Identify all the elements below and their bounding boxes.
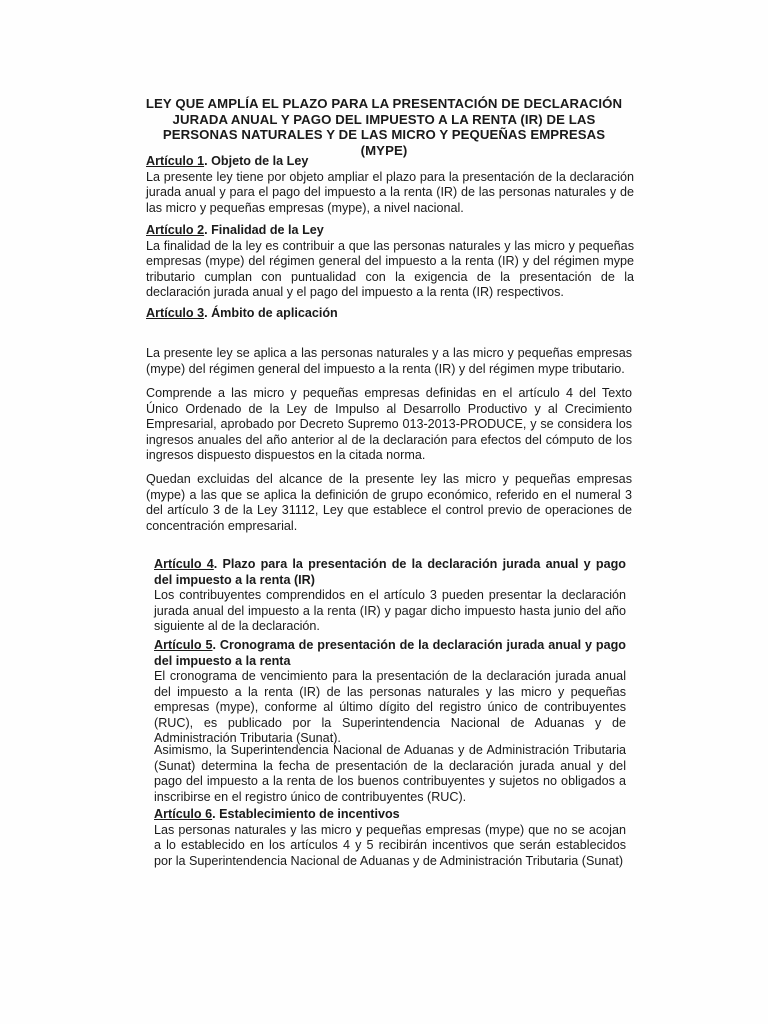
article-1-title: . Objeto de la Ley bbox=[204, 154, 309, 168]
article-3-paragraph-2: Comprende a las micro y pequeñas empresas definidas en el artículo 4 del Texto Único Ordenado de la Ley de Impulso al Desarrollo Productivo y al Crecimiento Empresarial, aprobado por Decreto Supremo 013-2013-PRODUCE, y se considera los ingresos anuales del año anterior al de la declaración para efectos del cómputo de los ingresos dispuesto dispuestos en la citada norma. bbox=[146, 386, 632, 462]
article-2-number: Artículo 2 bbox=[146, 223, 205, 237]
article-2-title: . Finalidad de la Ley bbox=[204, 223, 324, 237]
document-title: LEY QUE AMPLÍA EL PLAZO PARA LA PRESENTACIÓN DE DECLARACIÓN JURADA ANUAL Y PAGO DEL IMPUESTO A LA RENTA (IR) DE LAS PERSONAS NATURALES Y DE LAS MICRO Y PEQUEÑAS EMPRESAS (MYPE) bbox=[145, 96, 623, 158]
article-5-paragraph-1: El cronograma de vencimiento para la presentación de la declaración jurada anual del impuesto a la renta (IR) de las personas naturales y las micro y pequeñas empresas (mype), conforme al último dígito del registro único de contribuyentes (RUC), es publicado por la Superintendencia Nacional de Aduanas y de Administración Tributaria (Sunat). bbox=[154, 669, 626, 745]
article-4-title: . Plazo para la presentación de la declaración jurada anual y pago del impuesto a la renta (IR) bbox=[154, 557, 626, 587]
article-1-heading bbox=[146, 154, 634, 170]
article-5-paragraph-2: Asimismo, la Superintendencia Nacional de Aduanas y de Administración Tributaria (Sunat) determina la fecha de presentación de la declaración jurada anual y del pago del impuesto a la renta de los buenos contribuyentes y sujetos no obligados a inscribirse en el registro único de contribuyentes (RUC). bbox=[154, 743, 626, 804]
article-3-heading bbox=[146, 306, 634, 322]
article-6-title: . Establecimiento de incentivos bbox=[212, 807, 400, 821]
article-1-paragraph: La presente ley tiene por objeto ampliar el plazo para la presentación de la declaración jurada anual y para el pago del impuesto a la renta (IR) de las personas naturales y de las micro y pequeñas empresas (mype), a nivel nacional. bbox=[146, 169, 634, 215]
article-6-number: Artículo 6 bbox=[154, 807, 213, 821]
article-5-heading bbox=[154, 638, 626, 669]
article-4-heading bbox=[154, 557, 626, 588]
article-4-number: Artículo 4 bbox=[154, 557, 214, 571]
article-3-heading-block bbox=[146, 306, 634, 322]
article-3-title: . Ámbito de aplicación bbox=[204, 306, 338, 320]
article-3-paragraph-1: La presente ley se aplica a las personas naturales y a las micro y pequeñas empresas (mype) del régimen general del impuesto a la renta (IR) y del régimen mype tributario. bbox=[146, 346, 632, 376]
article-2-paragraph: La finalidad de la ley es contribuir a que las personas naturales y las micro y pequeñas empresas (mype) del régimen general del impuesto a la renta (IR) y del régimen mype tributario cumplan con puntualidad con la exigencia de la presentación de la declaración jurada anual y el pago del impuesto a la renta (IR) respectivos. bbox=[146, 238, 634, 299]
article-5 bbox=[154, 638, 626, 747]
article-6-heading bbox=[154, 807, 626, 823]
article-2-heading bbox=[146, 223, 634, 239]
article-1 bbox=[146, 154, 634, 216]
article-1-number: Artículo 1 bbox=[146, 154, 205, 168]
article-5-number: Artículo 5 bbox=[154, 638, 213, 652]
article-3-number: Artículo 3 bbox=[146, 306, 205, 320]
article-6 bbox=[154, 807, 626, 869]
article-4-paragraph: Los contribuyentes comprendidos en el artículo 3 pueden presentar la declaración jurada anual del impuesto a la renta (IR) y pagar dicho impuesto hasta junio del año siguiente al de la declaración. bbox=[154, 588, 626, 633]
article-5-title: . Cronograma de presentación de la declaración jurada anual y pago del impuesto a la renta bbox=[154, 638, 626, 668]
article-3-paragraph-3: Quedan excluidas del alcance de la presente ley las micro y pequeñas empresas (mype) a las que se aplica la definición de grupo económico, referido en el numeral 3 del artículo 3 de la Ley 31112, Ley que establece el control previo de operaciones de concentración empresarial. bbox=[146, 472, 632, 533]
article-2 bbox=[146, 223, 634, 301]
article-6-paragraph: Las personas naturales y las micro y pequeñas empresas (mype) que no se acojan a lo establecido en los artículos 4 y 5 recibirán incentivos que serán establecidos por la Superintendencia Nacional de Aduanas y de Administración Tributaria (Sunat) bbox=[154, 822, 626, 868]
article-4 bbox=[154, 557, 626, 635]
